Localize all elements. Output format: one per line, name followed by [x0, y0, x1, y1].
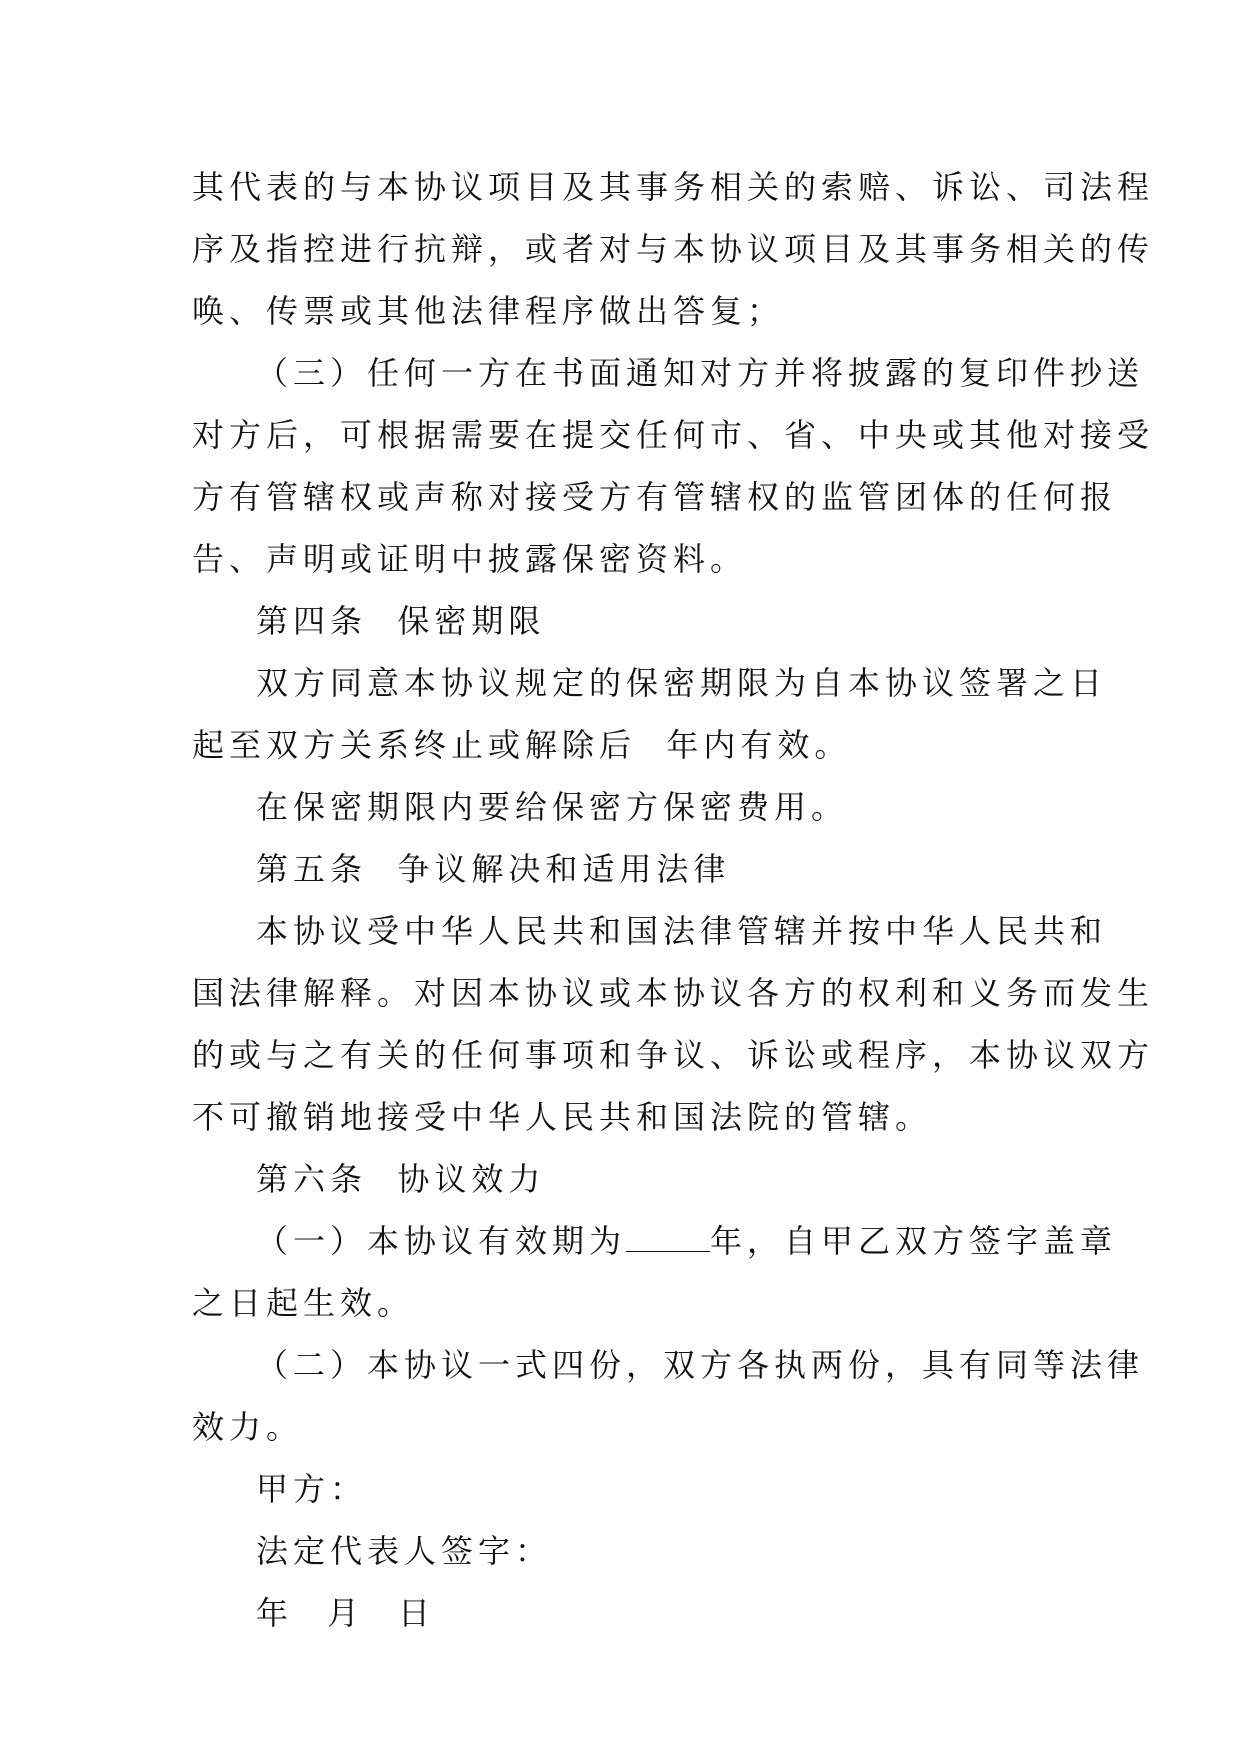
paragraph-line: 对方后，可根据需要在提交任何市、省、中央或其他对接受 [192, 416, 1155, 454]
paragraph-line: 方有管辖权或声称对接受方有管辖权的监管团体的任何报 [192, 478, 1118, 516]
term-text-after: 年，自甲乙双方签字盖章 [710, 1222, 1118, 1260]
paragraph-line: 效力。 [192, 1408, 304, 1446]
paragraph-line: 的或与之有关的任何事项和争议、诉讼或程序，本协议双方 [192, 1036, 1155, 1074]
paragraph-line: 双方同意本协议规定的保密期限为自本协议签署之日 [256, 664, 1108, 702]
paragraph-line: 唤、传票或其他法律程序做出答复； [192, 292, 785, 330]
term-years-blank[interactable] [626, 1225, 710, 1252]
paragraph-line [192, 1210, 1118, 1272]
date-month-label: 月 [327, 1594, 365, 1632]
paragraph-line: 本协议受中华人民共和国法律管辖并按中华人民共和 [256, 912, 1108, 950]
term-text-before: （一）本协议有效期为 [256, 1222, 627, 1260]
party-a-label: 甲方： [256, 1470, 368, 1508]
paragraph-line: 之日起生效。 [192, 1284, 415, 1322]
paragraph-line: 起至双方关系终止或解除后 年内有效。 [192, 726, 852, 764]
signature-date [192, 1582, 1052, 1644]
paragraph-line: 告、声明或证明中披露保密资料。 [192, 540, 748, 578]
legal-rep-signature-label: 法定代表人签字： [256, 1532, 553, 1570]
document-body [192, 156, 1155, 1644]
article-4-heading: 第四条 保密期限 [256, 602, 546, 640]
paragraph-line: 国法律解释。对因本协议或本协议各方的权利和义务而发生 [192, 974, 1155, 1012]
paragraph-line: 不可撤销地接受中华人民共和国法院的管辖。 [192, 1098, 933, 1136]
article-5-heading: 第五条 争议解决和适用法律 [256, 850, 731, 888]
paragraph-line: 序及指控进行抗辩，或者对与本协议项目及其事务相关的传 [192, 230, 1155, 268]
paragraph-line: 其代表的与本协议项目及其事务相关的索赔、诉讼、司法程 [192, 168, 1155, 206]
date-day-label: 日 [398, 1594, 436, 1632]
paragraph-line: （三）任何一方在书面通知对方并将披露的复印件抄送 [256, 354, 1145, 392]
paragraph-line: 在保密期限内要给保密方保密费用。 [256, 788, 849, 826]
date-year-label: 年 [256, 1594, 294, 1632]
paragraph-line: （二）本协议一式四份，双方各执两份，具有同等法律 [256, 1346, 1145, 1384]
article-6-heading: 第六条 协议效力 [256, 1160, 546, 1198]
